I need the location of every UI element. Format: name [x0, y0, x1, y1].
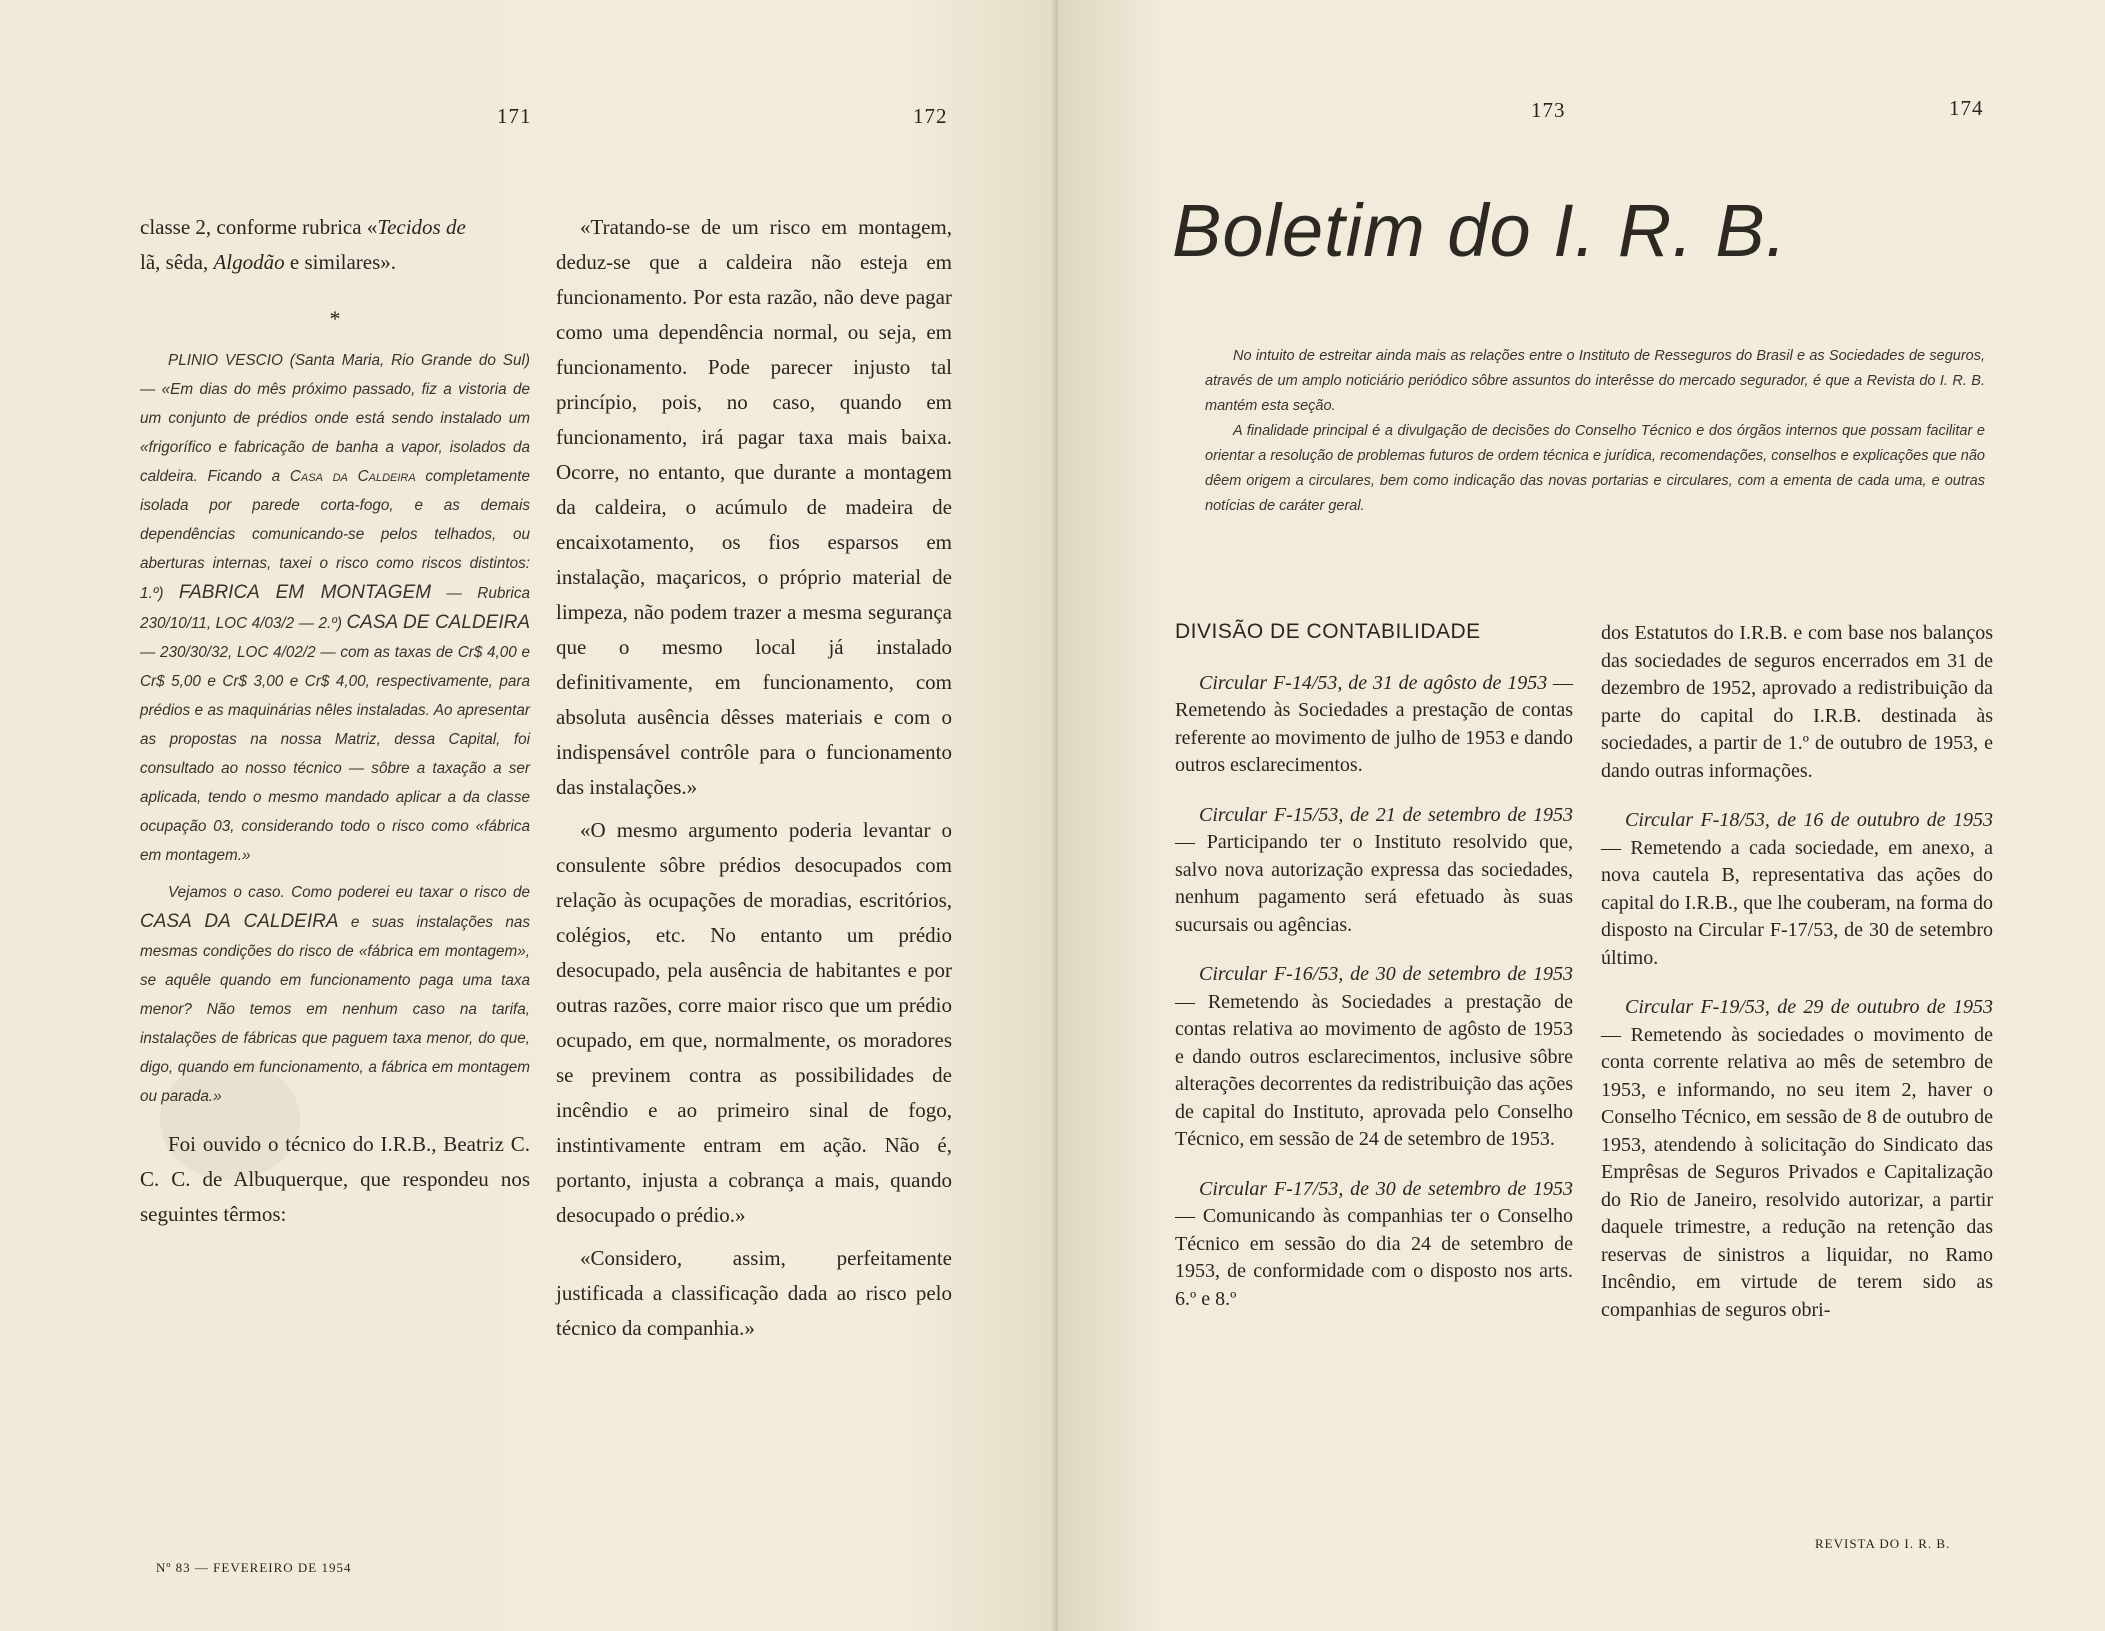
left-footer: Nº 83 — FEVEREIRO DE 1954: [156, 1560, 352, 1575]
page-number-173: 173: [1531, 98, 1566, 122]
intro-paragraph-1: No intuito de estreitar ainda mais as relações entre o Instituto de Resseguros do Brasil e as Sociedades de seguros, através de um amplo noticiário periódico sôbre assuntos do interêsse do mercado segurador, é que a Revista do I. R. B. mantém esta seção.: [1205, 348, 1985, 414]
letter-caps-1: FABRICA EM MONTAGEM: [178, 582, 432, 603]
quote-paragraph-1: «Tratando-se de um risco em montagem, deduz-se que a caldeira não esteja em funcionamento. Por esta razão, não deve pagar como uma dependência normal, ou seja, em funcionamento. Pode parecer injusto tal princípio, pois, no caso, quando em funcionamento, irá pagar taxa mais baixa. Ocorre, no entanto, que durante a montagem da caldeira, o acúmulo de madeira de encaixotamento, os fios esparsos em instalação, maçaricos, o próprio material de limpeza, não podem trazer a mesma segurança que o mesmo local já instalado definitivamente, em funcionamento, com absoluta ausência dêsses materiais e com o indispensável contrôle para o funcionamento das instalações.»: [556, 215, 952, 799]
circular-f18-title: Circular F-18/53, de 16 de outubro de 1953: [1625, 809, 1993, 831]
letter-text-1b: completamente isolada por parede corta-fogo, e as demais dependências comunicando-se pelos telhados, ou aberturas internas, taxei o risco como riscos distintos: 1.º): [140, 468, 530, 602]
letter-paragraph-2: [140, 878, 530, 1111]
letter-smallcaps: Casa da Caldeira: [289, 468, 416, 485]
bulletin-title: Boletim do I. R. B.: [1172, 189, 1788, 272]
letter-text-1d: — 230/30/32, LOC 4/02/2 — com as taxas de Cr$ 4,00 e Cr$ 5,00 e Cr$ 3,00 e Cr$ 4,00, respectivamente, para prédios e as maquinárias nêles instaladas. Ao apresentar as propostas na nossa Matriz, dessa Capital, foi consultado ao nosso técnico — sôbre a taxação a ser aplicada, tendo o mesmo mandado aplicar a da classe ocupação 03, considerando todo o risco como «fábrica em montagem.»: [140, 644, 530, 864]
circular-f18-entry: [1601, 807, 1993, 972]
circular-f14-title: Circular F-14/53, de 31 de agôsto de 1953: [1199, 671, 1548, 694]
opening-text-3: e similares».: [284, 250, 397, 274]
circular-f19-text: — Remetendo às sociedades o movimento de conta corrente relativa ao mês de setembro de 1953, e informando, no seu item 2, haver o Conselho Técnico, em sessão de 8 de outubro de 1953, atendendo à solicitação do Sindicato das Emprêsas de Seguros Privados e Capitalização do Rio de Janeiro, resolvido autorizar, a partir daquele trimestre, a redução na retenção das reservas de sinistros a liquidar, no Ramo Incêndio, em virtude de terem sido as companhias de seguros obri-: [1601, 1023, 1993, 1321]
right-page-column-2: [1601, 620, 1993, 1346]
circular-f16-title: Circular F-16/53, de 30 de setembro de 1953: [1199, 963, 1573, 985]
circular-f18-text: — Remetendo a cada sociedade, em anexo, a nova cautela B, representativa das ações do capital do I.R.B., que lhe couberam, na forma do disposto na Circular F-17/53, de 30 de setembro último.: [1601, 836, 1993, 969]
circular-f17-continuation: [1601, 620, 1993, 785]
quote-paragraph-2: «O mesmo argumento poderia levantar o consulente sôbre prédios desocupados com relação às ocupações de moradias, escritórios, colégios, etc. No entanto um prédio desocupado, pela ausência de habitantes e por outras razões, corre maior risco que um prédio ocupado, em que, normalmente, os moradores se previnem contra as possibilidades de incêndio e ao primeiro sinal de fogo, instintivamente entram em ação. Não é, portanto, injusta a cobrança a mais, quando desocupado o prédio.»: [556, 818, 952, 1227]
circular-f14-entry: [1175, 670, 1573, 780]
circular-f15-text: — Participando ter o Instituto resolvido que, salvo nova autorização expressa das sociedades, nenhum pagamento será efetuado às suas sucursais ou agências.: [1175, 831, 1573, 936]
opening-text-2: lã, sêda,: [140, 250, 214, 274]
circular-f19-title: Circular F-19/53, de 29 de outubro de 1953: [1625, 996, 1993, 1018]
section-heading: DIVISÃO DE CONTABILIDADE: [1175, 620, 1481, 643]
opening-text: classe 2, conforme rubrica «: [140, 215, 378, 239]
closing-paragraph: Foi ouvido o técnico do I.R.B., Beatriz C. C. C. de Albuquerque, que respondeu nos seguintes têrmos:: [140, 1132, 530, 1226]
circular-f17-text: — Comunicando às companhias ter o Conselho Técnico em sessão do dia 24 de setembro de 1953, de conformidade com o disposto nos arts. 6.º e 8.º: [1175, 1205, 1573, 1310]
circular-f16-text: — Remetendo às Sociedades a prestação de contas relativa ao movimento de agôsto de 1953 e dando outros esclarecimentos, inclusive sôbre alterações decorrentes da redistribuição das ações de capital do Instituto, aprovada pelo Conselho Técnico, em sessão de 24 de setembro de 1953.: [1175, 990, 1573, 1150]
right-footer: REVISTA DO I. R. B.: [1815, 1536, 1951, 1551]
letter-text-2a: Vejamos o caso. Como poderei eu taxar o risco de: [168, 884, 530, 901]
right-page-column-1: [1175, 618, 1573, 1335]
opening-italic-term: Tecidos de: [377, 215, 466, 239]
letter-text-2b: e suas instalações nas mesmas condições do risco de «fábrica em montagem», se aquêle quando em funcionamento paga uma taxa menor? Não temos em nenhum caso na tarifa, instalações de fábricas que paguem taxa menor, do que, digo, quando em funcionamento, a fábrica em montagem ou parada.»: [140, 914, 531, 1105]
quote-paragraph-3: «Considero, assim, perfeitamente justificada a classificação dada ao risco pelo técnico da companhia.»: [556, 1246, 952, 1340]
intro-paragraph-2: A finalidade principal é a divulgação de decisões do Conselho Técnico e dos órgãos internos que possam facilitar e orientar a resolução de problemas futuros de ordem técnica e jurídica, recomendações, conselhos e explicações que não dêem origem a circulares, bem como indicação das novas portarias e circulares, com a ementa de cada uma, e outras notícias de caráter geral.: [1205, 423, 1985, 514]
circular-f17-entry: [1175, 1176, 1573, 1314]
opening-paragraph: [140, 210, 530, 280]
circular-f15-entry: [1175, 802, 1573, 940]
circular-f15-title: Circular F-15/53, de 21 de setembro de 1953: [1199, 803, 1573, 826]
page-number-174: 174: [1949, 96, 1984, 120]
circular-f17-title: Circular F-17/53, de 30 de setembro de 1953: [1199, 1177, 1573, 1200]
letter-caps-2: CASA DE CALDEIRA: [346, 612, 530, 633]
letter-text-1a: PLINIO VESCIO (Santa Maria, Rio Grande do Sul) — «Em dias do mês próximo passado, fiz a vistoria de um conjunto de prédios onde está sendo instalado um «frigorífico e fabricação de banha a vapor, isolados da caldeira. Ficando a: [140, 352, 530, 485]
section-separator: *: [329, 306, 341, 331]
bulletin-intro: [1205, 344, 1985, 519]
left-page-column-1: [140, 210, 530, 1232]
opening-italic-term-2: Algodão: [213, 250, 285, 274]
letter-paragraph-1: [140, 346, 530, 870]
circular-f16-entry: [1175, 961, 1573, 1154]
left-page-column-2: [556, 210, 952, 1346]
page-number-171: 171: [497, 104, 532, 128]
circular-f17-continuation-text: dos Estatutos do I.R.B. e com base nos balanços das sociedades de seguros encerrados em 31 de dezembro de 1952, aprovado a redistribuição da parte do capital do I.R.B. destinada às sociedades, a partir de 1.º de outubro de 1953, e dando outras informações.: [1601, 622, 1993, 782]
letter-caps-3: CASA DA CALDEIRA: [140, 911, 339, 932]
circular-f14-text: — Remetendo às Sociedades a prestação de contas referente ao movimento de julho de 1953 e dando outros esclarecimentos.: [1175, 671, 1574, 776]
page-number-172: 172: [913, 104, 948, 128]
letter-text-1c: — Rubrica 230/10/11, LOC 4/03/2 — 2.º): [140, 585, 530, 632]
circular-f19-entry: [1601, 994, 1993, 1324]
